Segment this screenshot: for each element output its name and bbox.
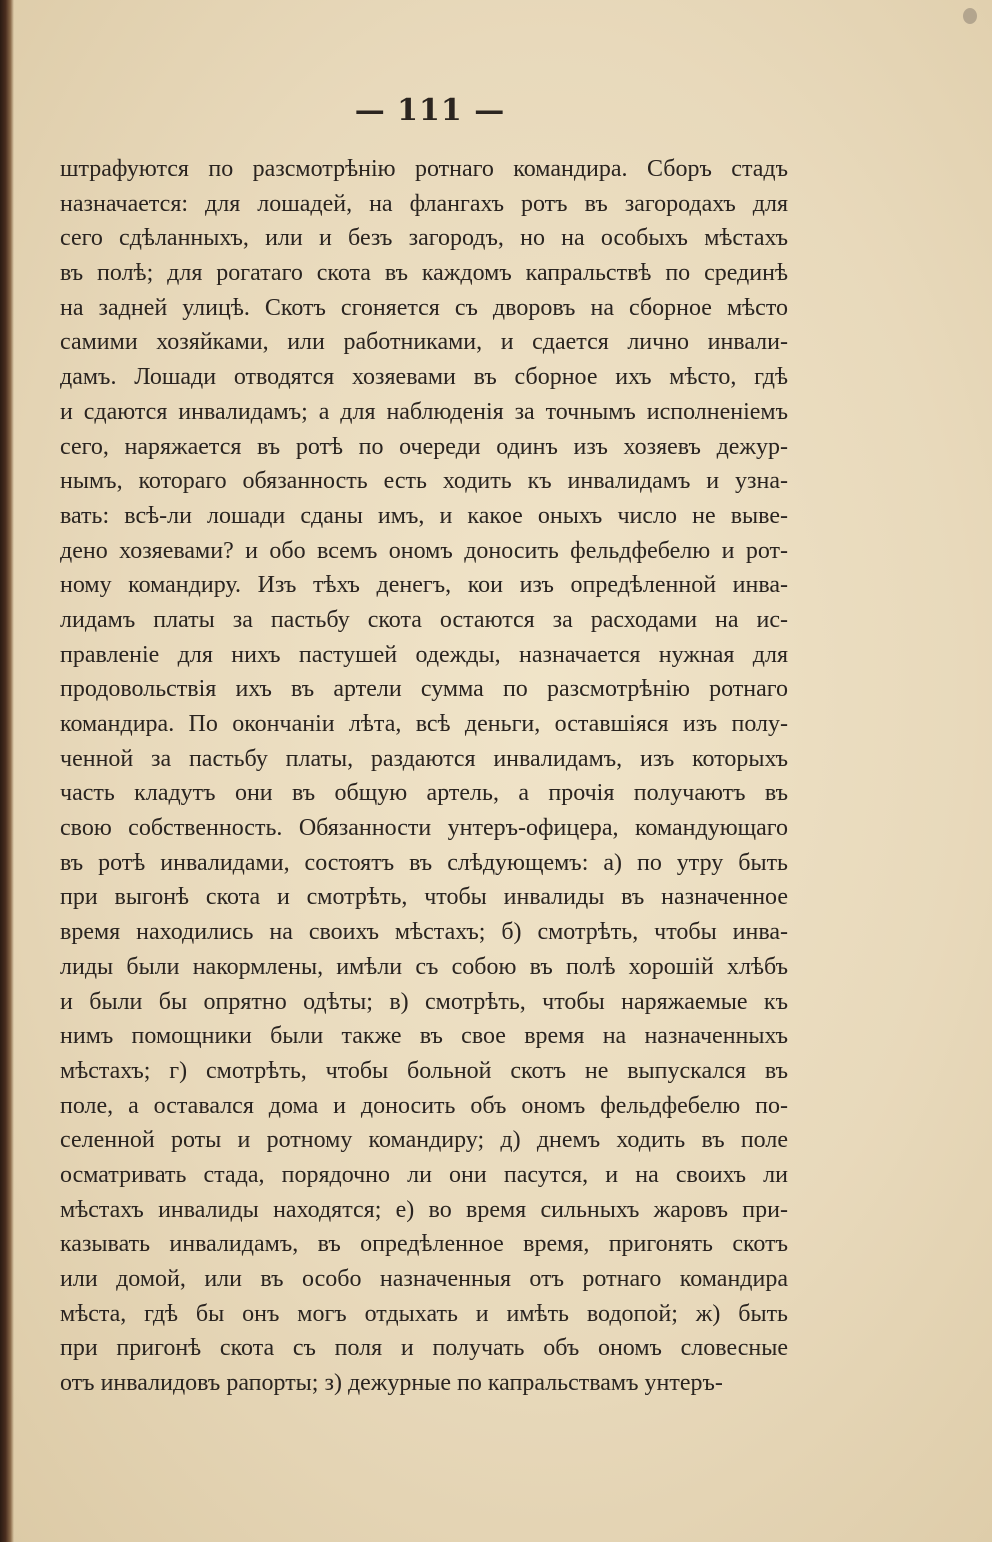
text-line: нымъ, котораго обязанность есть ходить къ инвалидамъ и узна- — [60, 468, 788, 495]
text-line: время находились на своихъ мѣстахъ; б) смотрѣть, чтобы инва- — [60, 919, 788, 946]
text-line: штрафуются по разсмотрѣнію ротнаго командира. Сборъ стадъ — [60, 156, 788, 182]
text-line: въ полѣ; для рогатаго скота въ каждомъ капральствѣ по срединѣ — [60, 260, 788, 287]
paper-stain — [963, 8, 977, 24]
text-line: осматривать стада, порядочно ли они пасутся, и на своихъ ли — [60, 1161, 788, 1188]
text-line: свою собственность. Обязанности унтеръ-офицера, командующаго — [60, 815, 788, 842]
page-number: — 111 — — [354, 93, 506, 128]
text-line: поле, а оставался дома и доносить объ ономъ фельдфебелю по- — [60, 1092, 788, 1119]
text-line: правленіе для нихъ пастушей одежды, назначается нужная для — [60, 641, 788, 668]
text-line: сего, наряжается въ ротѣ по очереди одинъ изъ хозяевъ дежур- — [60, 433, 788, 460]
text-line: ченной за пастьбу платы, раздаются инвалидамъ, изъ которыхъ — [60, 745, 788, 772]
text-line: при выгонѣ скота и смотрѣть, чтобы инвалиды въ назначенное — [60, 884, 788, 911]
text-line: сего сдѣланныхъ, или и безъ загородъ, но на особыхъ мѣстахъ — [60, 225, 788, 252]
text-line: нимъ помощники были также въ свое время на назначенныхъ — [60, 1023, 788, 1050]
text-line: вать: всѣ-ли лошади сданы имъ, и какое оныхъ число не выве- — [60, 502, 788, 529]
text-line: мѣстахъ инвалиды находятся; е) во время сильныхъ жаровъ при- — [60, 1196, 788, 1223]
text-line: лиды были накормлены, имѣли съ собою въ полѣ хорошій хлѣбъ — [60, 953, 788, 980]
text-line: дамъ. Лошади отводятся хозяевами въ сборное ихъ мѣсто, гдѣ — [60, 364, 788, 391]
text-line: дено хозяевами? и обо всемъ ономъ доносить фельдфебелю и рот- — [60, 537, 788, 564]
text-line: казывать инвалидамъ, въ опредѣленное время, пригонять скотъ — [60, 1231, 788, 1258]
text-line: или домой, или въ особо назначенныя отъ ротнаго командира — [60, 1266, 788, 1292]
text-line: при пригонѣ скота съ поля и получать объ ономъ словесные — [60, 1335, 788, 1362]
text-line: селенной роты и ротному командиру; д) днемъ ходить въ поле — [60, 1127, 788, 1154]
body-text — [60, 152, 788, 1401]
text-line: командира. По окончаніи лѣта, всѣ деньги, оставшіяся изъ полу- — [60, 711, 788, 737]
book-spine-edge — [0, 0, 14, 1542]
text-line: самими хозяйками, или работниками, и сдается лично инвали- — [60, 329, 788, 356]
text-line: мѣстахъ; г) смотрѣть, чтобы больной скотъ не выпускался въ — [60, 1057, 788, 1084]
text-line: назначается: для лошадей, на флангахъ ротъ въ загородахъ для — [60, 190, 788, 217]
text-line: на задней улицѣ. Скотъ сгоняется съ дворовъ на сборное мѣсто — [60, 294, 788, 321]
text-line: и были бы опрятно одѣты; в) смотрѣть, чтобы наряжаемые къ — [60, 988, 788, 1015]
text-line: мѣста, гдѣ бы онъ могъ отдыхать и имѣть водопой; ж) быть — [60, 1300, 788, 1327]
text-line: ному командиру. Изъ тѣхъ денегъ, кои изъ опредѣленной инва- — [60, 572, 788, 599]
text-line: часть кладутъ они въ общую артель, а прочія получаютъ въ — [60, 780, 788, 807]
text-line: отъ инвалидовъ рапорты; з) дежурные по капральствамъ унтеръ- — [60, 1370, 723, 1397]
text-line: лидамъ платы за пастьбу скота остаются за расходами на ис- — [60, 606, 788, 633]
text-line: продовольствія ихъ въ артели сумма по разсмотрѣнію ротнаго — [60, 676, 788, 703]
text-line: и сдаются инвалидамъ; а для наблюденія за точнымъ исполненіемъ — [60, 398, 788, 425]
text-line: въ ротѣ инвалидами, состоятъ въ слѣдующемъ: а) по утру быть — [60, 849, 788, 876]
